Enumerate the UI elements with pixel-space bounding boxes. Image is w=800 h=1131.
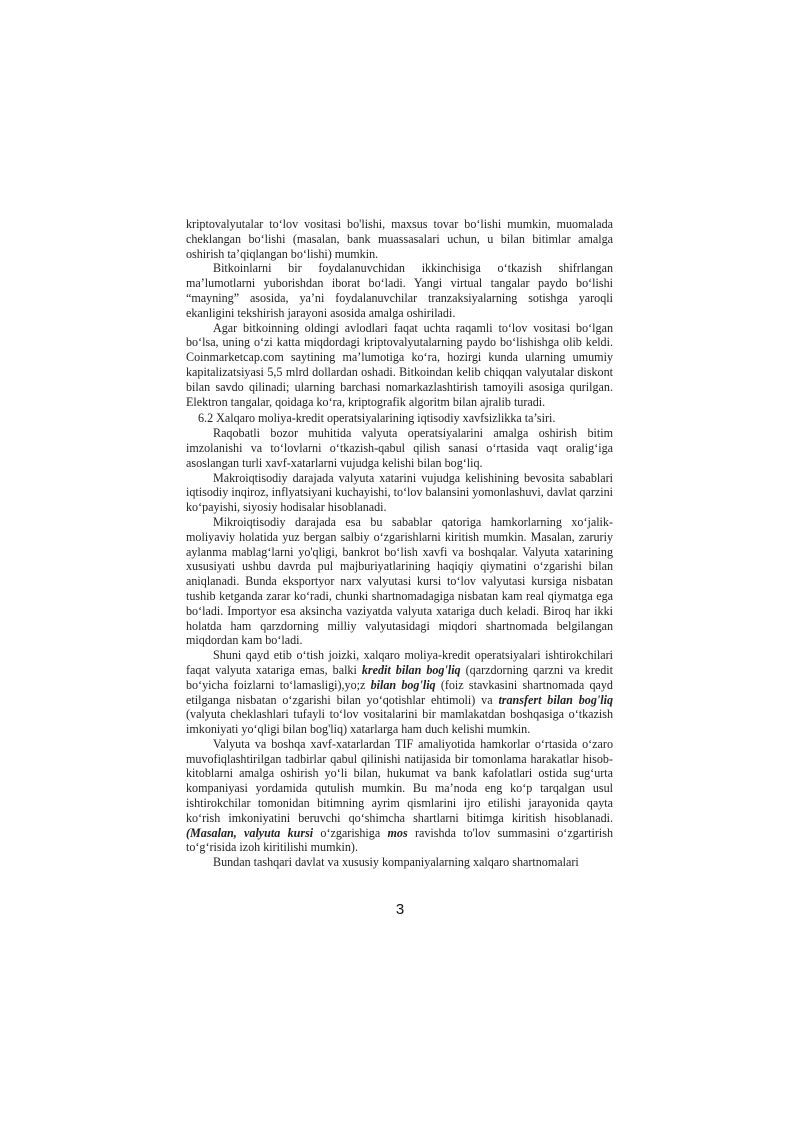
text-run: Valyuta va boshqa xavf-xatarlardan TIF amaliyotida hamkorlar o‘rtasida o‘zaro muvofiqlashtirilgan tadbirlar qabul qilinishi natijasida bir tomonlama harakatlar hisob-kitoblarni amalga oshirish yo‘li bilan, hukumat va bank kafolatlari ostida sug‘urta kompaniyasi yordamida qutulish mumkin. Bu ma’noda eng ko‘p tarqalgan usul ishtirokchilar tomonidan bitimning ayrim qismlarini ijro etilishi jarayonida qayta ko‘rish imkoniyatini beruvchi qo‘shimcha shartlarni bitimga kiritish hisoblanadi. [186,736,613,825]
paragraph: Raqobatli bozor muhitida valyuta operatsiyalarini amalga oshirish bitim imzolanishi va to‘lovlarni o‘tkazish-qabul qilish sanasi o‘rtasida vaqt oralig‘iga asoslangan turli xavf-xatarlarni vujudga kelishi bilan bog‘liq. [186,426,613,470]
text-run: (qarzdorning qarzni va kredit bo‘yicha foizlarni to‘lamasligi),yo;z [186,662,613,692]
paragraph: Mikroiqtisodiy darajada esa bu sabablar qatoriga hamkorlarning xo‘jalik-moliyaviy holatida yuz bergan salbiy o‘zgarishlarni kiritish mumkin. Masalan, zaruriy aylanma mablag‘larni yo'qligi, bankrot bo‘lish xavfi va boshqalar. Valyuta xatarining xususiyati ushbu davrda pul majburiyatlarining haqiqiy qiymatini o‘zgarishi bilan aniqlanadi. Bunda eksportyor narx valyutasi kursi to‘lov valyutasi kursiga nisbatan tushib ketganda zarar ko‘radi, chunki shartnomadagiga nisbatan kam real qiymatga ega bo‘ladi. Importyor esa aksincha vaziyatda valyuta xatariga duch keladi. Biroq har ikki holatda ham qarzdorning milliy valyutasidagi miqdori shartnomada belgilangan miqdordan kam bo‘ladi. [186,514,613,648]
paragraph: Makroiqtisodiy darajada valyuta xatarini vujudga kelishining bevosita sabablari iqtisodiy inqiroz, inflyatsiyani kuchayishi, to‘lov balansini yomonlashuvi, davlat qarzini ko‘payishi, siyosiy hodisalar hisoblanadi. [186,470,613,515]
paragraph: kriptovalyutalar to‘lov vositasi bo'lishi, maxsus tovar bo‘lishi mumkin, muomalada cheklangan bo‘lishi (masalan, bank muassasalari uchun, u bilan bitimlar amalga oshirish ta’qiqlangan bo‘lishi) mumkin. [186,217,613,261]
document-body [186,217,613,870]
emphasis-term: transfert bilan bog'liq [498,692,613,707]
paragraph [186,737,613,855]
text-run: o‘zgarishiga [313,825,388,840]
paragraph [186,648,613,737]
emphasis-term: kredit bilan bog'liq [361,662,461,677]
emphasis-term: bilan bog'liq [370,677,436,692]
section-heading: 6.2 Xalqaro moliya-kredit operatsiyalarining iqtisodiy xavfsizlikka ta’siri. [198,411,556,426]
emphasis-term: (Masalan, valyuta kursi [186,825,314,840]
text-run: Shuni qayd etib o‘tish joizki, xalqaro moliya-kredit operatsiyalari ishtirokchilari faqat valyuta xatariga emas, balki [186,648,613,677]
text-run: (valyuta cheklashlari tufayli to‘lov vositalarini bir mamlakatdan boshqasiga o‘tkazish imkoniyati yo‘qligi bilan bog'liq) xatarlarga ham duch kelishi mumkin. [186,707,613,737]
text-run: (foiz stavkasini shartnomada qayd etilganga nisbatan o‘zgarishi bilan yo‘qotishlar ehtimoli) va [186,677,613,707]
paragraph: Bitkoinlarni bir foydalanuvchidan ikkinchisiga o‘tkazish shifrlangan ma’lumotlarni yuborishdan iborat bo‘ladi. Yangi virtual tangalar paydo bo‘lishi “mayning” asosida, ya’ni foydalanuvchilar tranzaksiyalarning sotishga yaroqli ekanligini tekshirish jarayoni asosida amalga oshiriladi. [186,261,613,320]
emphasis-term: mos [387,825,408,840]
text-run: ravishda to'lov summasini o‘zgartirish to‘g‘risida izoh kiritilishi mumkin). [186,825,613,855]
paragraph: Agar bitkoinning oldingi avlodlari faqat uchta raqamli to‘lov vositasi bo‘lgan bo‘lsa, uning o‘zi katta miqdordagi kriptovalyutalarning paydo bo‘lishishga olib keldi. Coinmarketcap.com saytining ma’lumotiga ko‘ra, hozirgi kunda ularning umumiy kapitalizatsiyasi 5,5 mlrd dollardan oshadi. Bitkoindan kelib chiqqan valyutalar diskont bilan savdo qilinadi; ularning barchasi nomarkazlashtirish tamoyili asosiga qurilgan. Elektron tangalar, qoidaga ko‘ra, kriptografik algoritm bilan ajralib turadi. [186,320,613,409]
paragraph: Bundan tashqari davlat va xususiy kompaniyalarning xalqaro shartnomalari [213,855,579,870]
page-number: 3 [395,901,405,918]
